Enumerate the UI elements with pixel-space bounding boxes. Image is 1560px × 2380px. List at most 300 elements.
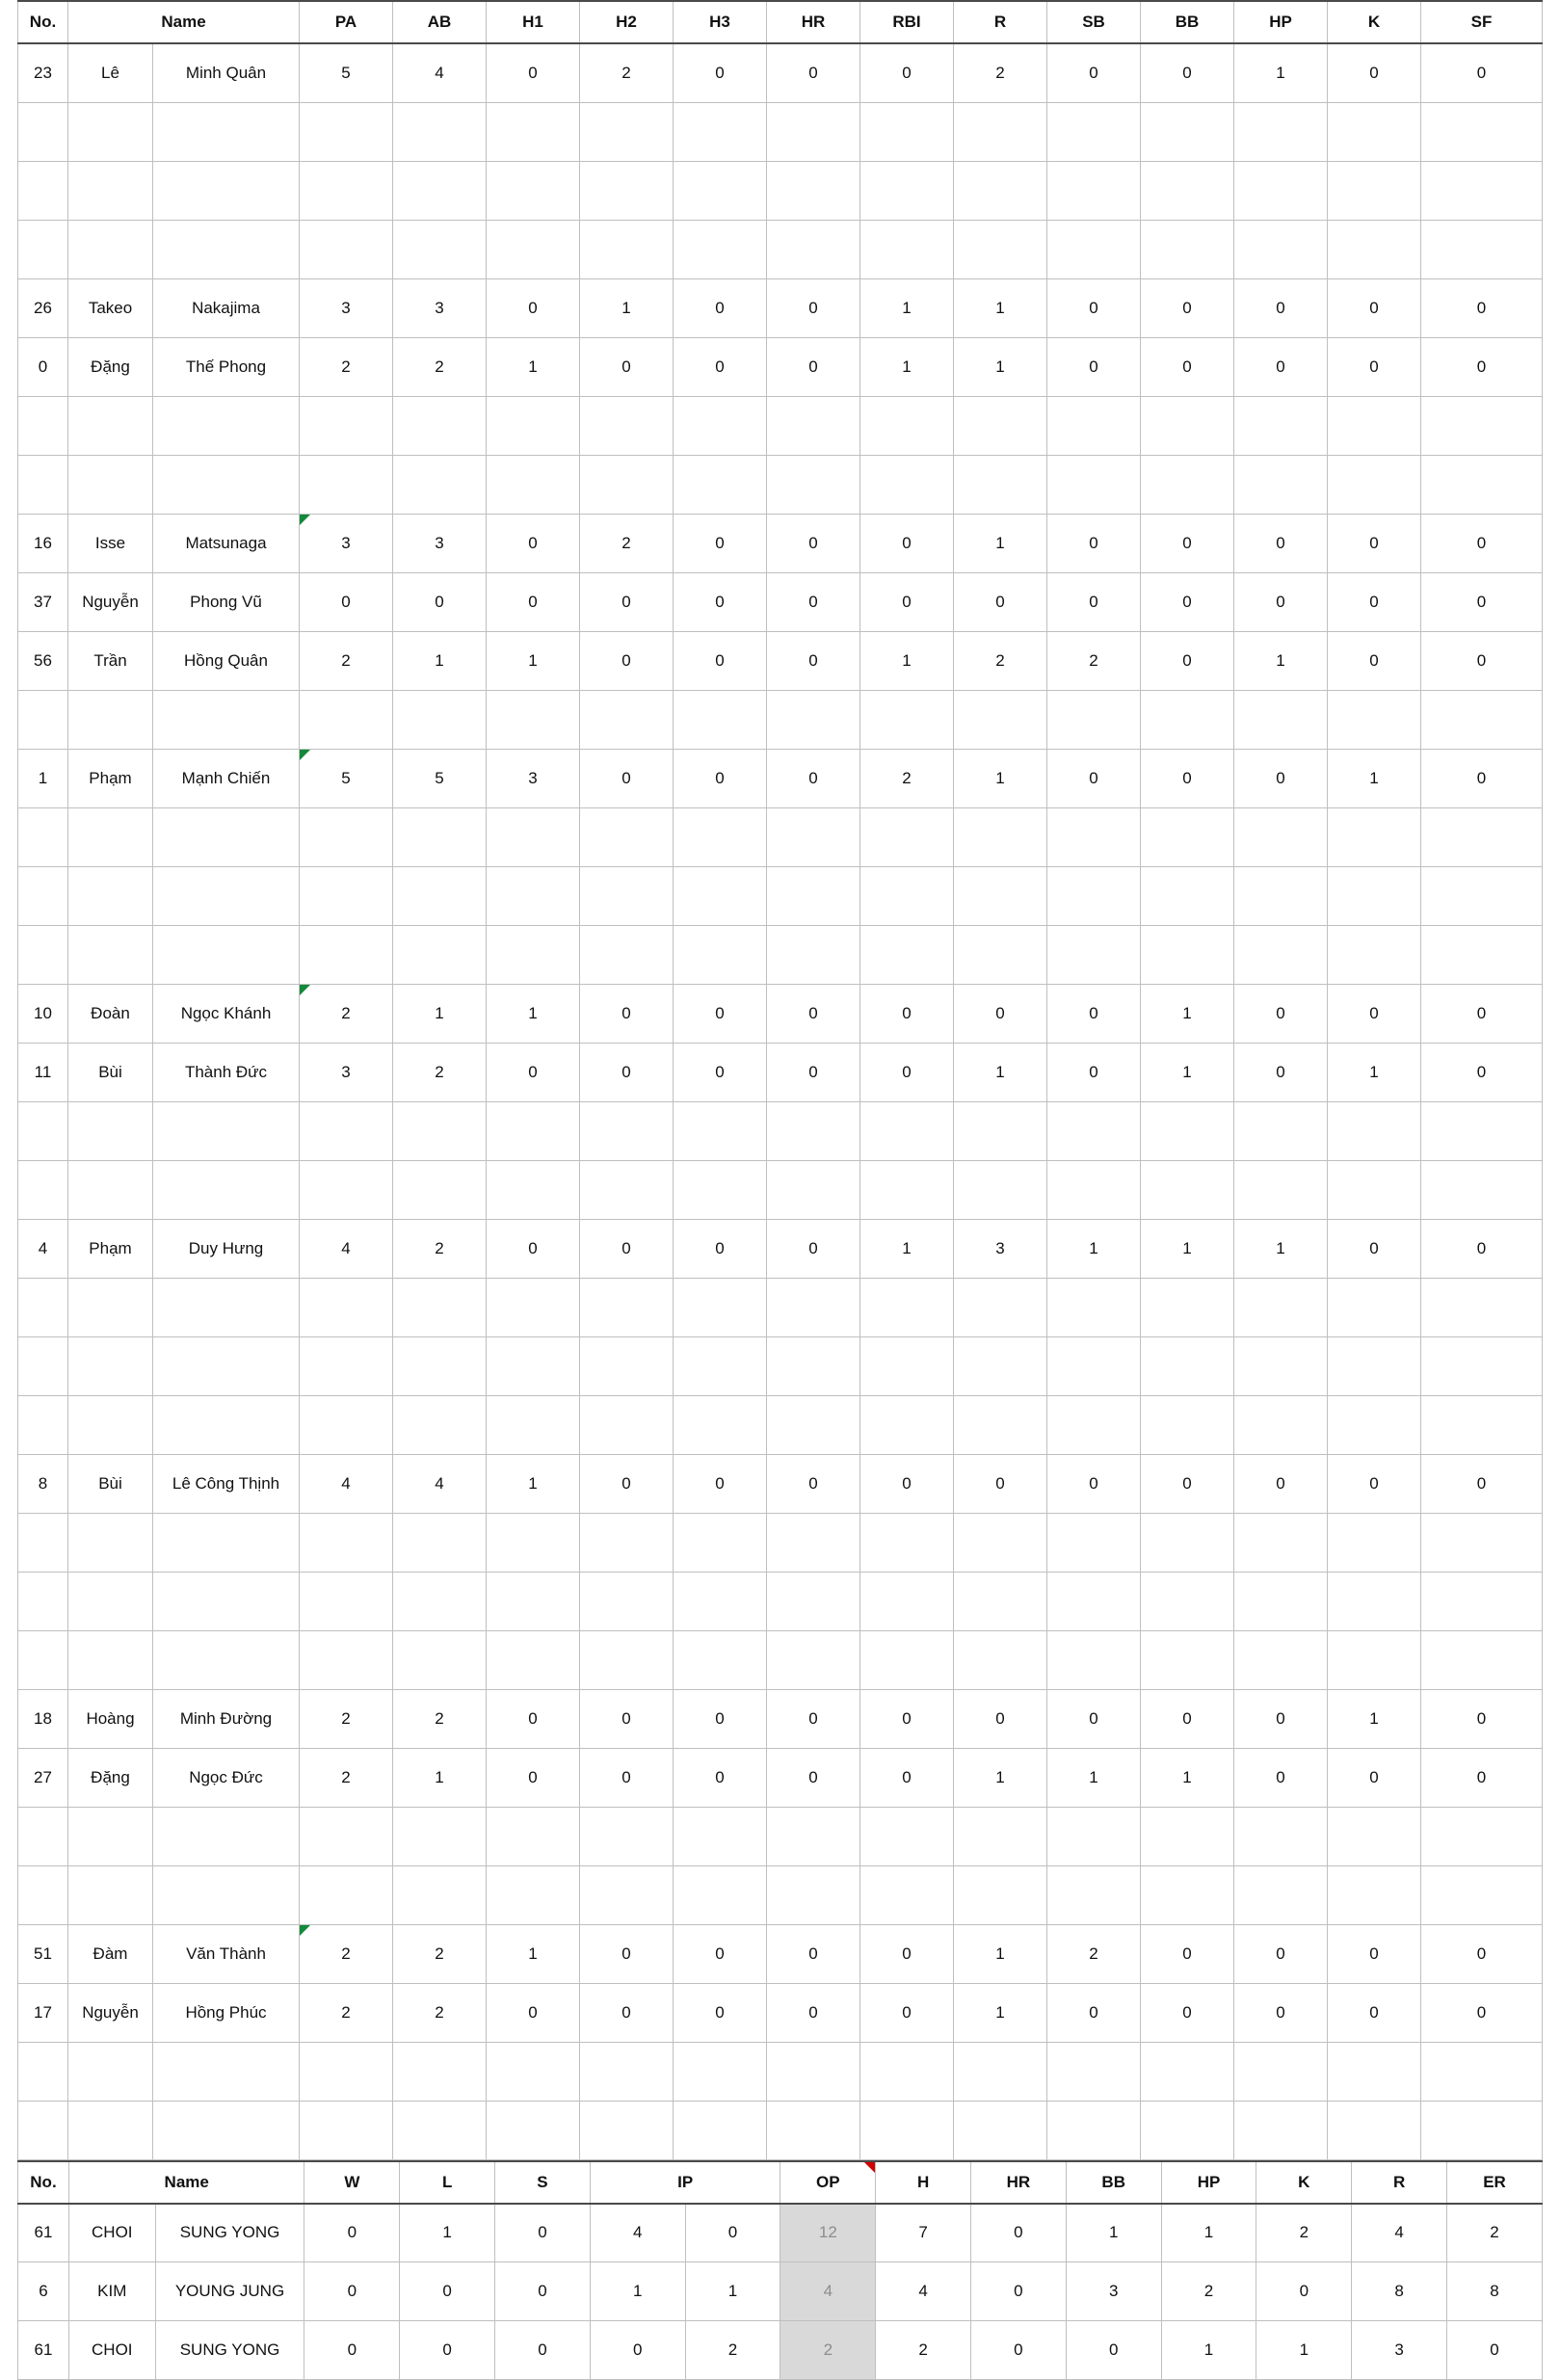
batting-cell-stat: 0 — [767, 1748, 860, 1807]
batting-cell-stat: 0 — [1234, 1983, 1328, 2042]
batting-cell-stat — [860, 220, 954, 278]
batting-cell-lastname: Thế Phong — [153, 337, 300, 396]
pitching-cell-k: 1 — [1256, 2321, 1352, 2380]
batting-cell-stat: 1 — [1141, 1043, 1234, 1101]
batting-cell-stat: 0 — [1047, 984, 1141, 1043]
batting-cell-stat: 0 — [1234, 572, 1328, 631]
batting-cell-stat — [1047, 1630, 1141, 1689]
batting-cell-no — [18, 1395, 68, 1454]
batting-header-ab: AB — [393, 1, 487, 43]
batting-cell-stat — [860, 1513, 954, 1572]
batting-cell-stat — [300, 102, 393, 161]
table-row — [18, 1395, 1543, 1454]
batting-cell-stat: 0 — [487, 514, 580, 572]
batting-cell-stat — [1421, 1630, 1543, 1689]
batting-cell-stat — [300, 1278, 393, 1336]
batting-cell-firstname — [68, 1395, 153, 1454]
table-row — [18, 161, 1543, 220]
batting-cell-stat: 0 — [674, 1924, 767, 1983]
batting-cell-stat: 0 — [300, 572, 393, 631]
batting-cell-stat — [393, 1865, 487, 1924]
batting-cell-stat: 0 — [674, 278, 767, 337]
batting-cell-firstname: Đặng — [68, 1748, 153, 1807]
batting-cell-stat — [1234, 1160, 1328, 1219]
batting-cell-stat — [1141, 102, 1234, 161]
batting-cell-stat: 3 — [300, 278, 393, 337]
batting-cell-stat — [1421, 102, 1543, 161]
batting-cell-stat — [954, 455, 1047, 514]
batting-cell-stat: 0 — [674, 1983, 767, 2042]
batting-cell-stat: 1 — [954, 749, 1047, 807]
batting-cell-stat: 1 — [1328, 1043, 1421, 1101]
pitching-header-hr: HR — [971, 2161, 1067, 2204]
batting-cell-stat — [1234, 1865, 1328, 1924]
batting-cell-stat: 1 — [1047, 1748, 1141, 1807]
batting-cell-stat — [1234, 925, 1328, 984]
batting-cell-stat — [1421, 807, 1543, 866]
batting-cell-stat: 2 — [954, 631, 1047, 690]
batting-cell-stat — [393, 866, 487, 925]
batting-cell-stat — [580, 1395, 674, 1454]
batting-cell-stat — [300, 866, 393, 925]
batting-cell-stat: 2 — [300, 1689, 393, 1748]
batting-cell-stat — [954, 807, 1047, 866]
batting-cell-stat: 0 — [1234, 337, 1328, 396]
batting-cell-stat: 0 — [487, 572, 580, 631]
pitching-header-l: L — [400, 2161, 495, 2204]
batting-header-k: K — [1328, 1, 1421, 43]
batting-cell-stat — [580, 690, 674, 749]
batting-header-h1: H1 — [487, 1, 580, 43]
batting-cell-lastname — [153, 455, 300, 514]
batting-cell-stat — [580, 2042, 674, 2101]
batting-cell-stat — [487, 1572, 580, 1630]
batting-cell-stat — [487, 1807, 580, 1865]
batting-cell-stat — [1328, 1513, 1421, 1572]
table-row — [18, 1160, 1543, 1219]
batting-cell-stat — [767, 690, 860, 749]
batting-cell-stat: 0 — [860, 1983, 954, 2042]
batting-cell-lastname — [153, 1101, 300, 1160]
pitching-cell-bb: 3 — [1066, 2262, 1161, 2321]
batting-cell-stat — [393, 1278, 487, 1336]
batting-cell-stat: 5 — [300, 43, 393, 102]
batting-cell-stat — [1047, 1807, 1141, 1865]
pitching-cell-bb: 1 — [1066, 2204, 1161, 2262]
table-row — [18, 278, 1543, 337]
batting-cell-stat: 0 — [674, 984, 767, 1043]
batting-cell-stat: 0 — [1234, 1043, 1328, 1101]
batting-cell-lastname: Minh Đường — [153, 1689, 300, 1748]
batting-cell-stat: 0 — [860, 43, 954, 102]
batting-cell-firstname: Nguyễn — [68, 1983, 153, 2042]
batting-cell-stat: 1 — [1234, 1219, 1328, 1278]
batting-cell-lastname: Hồng Phúc — [153, 1983, 300, 2042]
batting-cell-lastname: Ngọc Đức — [153, 1748, 300, 1807]
batting-cell-lastname: Mạnh Chiến — [153, 749, 300, 807]
batting-cell-stat: 2 — [1047, 1924, 1141, 1983]
batting-cell-stat — [767, 1807, 860, 1865]
pitching-cell-s: 0 — [495, 2321, 591, 2380]
batting-cell-stat — [393, 1395, 487, 1454]
batting-cell-stat — [1047, 690, 1141, 749]
batting-cell-stat — [1234, 1807, 1328, 1865]
batting-cell-stat: 0 — [1047, 1983, 1141, 2042]
batting-cell-firstname: Nguyễn — [68, 572, 153, 631]
batting-cell-lastname — [153, 220, 300, 278]
table-row — [18, 1807, 1543, 1865]
batting-cell-stat — [1234, 1395, 1328, 1454]
batting-cell-stat — [487, 2101, 580, 2159]
batting-cell-stat — [300, 690, 393, 749]
batting-cell-stat: 3 — [393, 514, 487, 572]
batting-cell-firstname — [68, 455, 153, 514]
batting-cell-stat: 0 — [1141, 749, 1234, 807]
batting-cell-stat — [1141, 1101, 1234, 1160]
batting-cell-firstname: Takeo — [68, 278, 153, 337]
batting-cell-stat: 1 — [954, 1924, 1047, 1983]
pitching-body — [18, 2204, 1543, 2380]
batting-cell-stat — [1234, 1513, 1328, 1572]
table-row — [18, 690, 1543, 749]
batting-cell-stat: 0 — [1328, 1983, 1421, 2042]
batting-cell-lastname — [153, 396, 300, 455]
pitching-header-ip: IP — [590, 2161, 780, 2204]
batting-cell-stat: 2 — [393, 1689, 487, 1748]
batting-cell-stat: 1 — [954, 514, 1047, 572]
batting-cell-stat: 1 — [1141, 1219, 1234, 1278]
batting-cell-stat — [393, 1630, 487, 1689]
batting-cell-stat — [1421, 396, 1543, 455]
batting-cell-stat: 0 — [1421, 1983, 1543, 2042]
batting-cell-stat: 0 — [767, 1924, 860, 1983]
batting-cell-stat: 2 — [393, 1219, 487, 1278]
batting-cell-stat: 0 — [1141, 337, 1234, 396]
batting-cell-stat — [860, 807, 954, 866]
batting-cell-no — [18, 1101, 68, 1160]
batting-cell-stat — [1047, 2042, 1141, 2101]
batting-cell-stat — [300, 1395, 393, 1454]
batting-cell-stat: 0 — [1234, 984, 1328, 1043]
batting-cell-stat: 0 — [954, 1689, 1047, 1748]
batting-cell-stat — [300, 1865, 393, 1924]
pitching-header-k: K — [1256, 2161, 1352, 2204]
batting-cell-no: 17 — [18, 1983, 68, 2042]
batting-cell-stat: 0 — [487, 1219, 580, 1278]
batting-cell-stat: 0 — [1047, 1689, 1141, 1748]
table-row — [18, 749, 1543, 807]
batting-cell-stat — [674, 866, 767, 925]
batting-cell-stat: 2 — [393, 1983, 487, 2042]
batting-cell-stat: 0 — [954, 1454, 1047, 1513]
batting-cell-stat — [1328, 690, 1421, 749]
batting-cell-stat — [674, 2101, 767, 2159]
batting-cell-stat — [1421, 1395, 1543, 1454]
table-row — [18, 2101, 1543, 2159]
batting-cell-stat: 0 — [487, 278, 580, 337]
batting-header-h3: H3 — [674, 1, 767, 43]
batting-cell-stat — [300, 1572, 393, 1630]
batting-cell-stat — [1421, 220, 1543, 278]
table-row — [18, 1630, 1543, 1689]
batting-cell-stat — [767, 1336, 860, 1395]
batting-cell-stat: 1 — [393, 631, 487, 690]
batting-cell-stat: 0 — [1421, 631, 1543, 690]
batting-cell-stat: 0 — [1421, 1043, 1543, 1101]
batting-cell-firstname — [68, 2101, 153, 2159]
pitching-cell-op: 4 — [780, 2262, 876, 2321]
batting-cell-stat — [1047, 866, 1141, 925]
batting-cell-stat — [1328, 1278, 1421, 1336]
batting-cell-stat — [767, 220, 860, 278]
batting-cell-stat — [1047, 807, 1141, 866]
batting-cell-stat — [674, 1278, 767, 1336]
batting-cell-stat: 0 — [1328, 43, 1421, 102]
batting-cell-stat: 1 — [954, 1748, 1047, 1807]
batting-cell-stat — [300, 455, 393, 514]
batting-cell-stat — [674, 690, 767, 749]
batting-cell-stat — [1421, 1513, 1543, 1572]
batting-cell-stat — [393, 690, 487, 749]
batting-cell-stat: 2 — [580, 514, 674, 572]
batting-cell-stat — [1421, 1278, 1543, 1336]
batting-cell-firstname — [68, 1278, 153, 1336]
batting-cell-stat — [860, 690, 954, 749]
batting-cell-stat: 1 — [954, 1983, 1047, 2042]
table-row — [18, 1219, 1543, 1278]
batting-cell-stat: 0 — [580, 1748, 674, 1807]
batting-cell-stat: 0 — [1047, 1454, 1141, 1513]
table-row — [18, 1454, 1543, 1513]
batting-cell-stat — [1421, 1160, 1543, 1219]
batting-cell-no: 10 — [18, 984, 68, 1043]
batting-cell-stat — [860, 1572, 954, 1630]
pitching-cell-op: 12 — [780, 2204, 876, 2262]
pitching-cell-ip-frac: 1 — [685, 2262, 780, 2321]
batting-cell-stat — [1328, 1807, 1421, 1865]
batting-cell-no — [18, 2101, 68, 2159]
batting-cell-stat — [1047, 161, 1141, 220]
pitching-cell-er: 0 — [1447, 2321, 1543, 2380]
table-row — [18, 572, 1543, 631]
batting-cell-stat — [674, 396, 767, 455]
batting-cell-stat — [954, 690, 1047, 749]
batting-cell-lastname — [153, 1630, 300, 1689]
batting-cell-stat: 0 — [1328, 1748, 1421, 1807]
pitching-cell-l: 0 — [400, 2262, 495, 2321]
batting-cell-stat: 0 — [1234, 749, 1328, 807]
pitching-cell-k: 0 — [1256, 2262, 1352, 2321]
batting-cell-stat — [487, 1101, 580, 1160]
batting-cell-stat: 0 — [1141, 631, 1234, 690]
batting-header-row — [18, 1, 1543, 43]
batting-cell-stat: 0 — [1234, 1454, 1328, 1513]
pitching-cell-firstname: CHOI — [68, 2321, 155, 2380]
batting-cell-no: 37 — [18, 572, 68, 631]
batting-cell-no: 16 — [18, 514, 68, 572]
batting-cell-stat: 0 — [1234, 1924, 1328, 1983]
batting-cell-stat: 2 — [580, 43, 674, 102]
batting-cell-stat: 0 — [580, 631, 674, 690]
batting-cell-stat — [767, 1865, 860, 1924]
batting-cell-stat — [860, 2101, 954, 2159]
batting-cell-stat: 1 — [580, 278, 674, 337]
batting-cell-stat — [1234, 1336, 1328, 1395]
batting-cell-stat — [1234, 1278, 1328, 1336]
batting-cell-stat — [1421, 925, 1543, 984]
batting-cell-no: 18 — [18, 1689, 68, 1748]
batting-cell-stat — [1047, 2101, 1141, 2159]
batting-cell-stat: 0 — [1328, 984, 1421, 1043]
batting-cell-stat — [1421, 1101, 1543, 1160]
batting-cell-stat — [1328, 1160, 1421, 1219]
batting-cell-stat — [487, 161, 580, 220]
batting-cell-stat — [1047, 1336, 1141, 1395]
batting-cell-stat: 1 — [1141, 1748, 1234, 1807]
batting-cell-lastname — [153, 102, 300, 161]
batting-cell-stat: 0 — [580, 1689, 674, 1748]
pitching-cell-no: 61 — [18, 2321, 69, 2380]
table-row — [18, 1748, 1543, 1807]
batting-cell-firstname: Đoàn — [68, 984, 153, 1043]
batting-cell-firstname — [68, 925, 153, 984]
batting-cell-stat: 0 — [954, 572, 1047, 631]
batting-cell-stat: 1 — [393, 984, 487, 1043]
pitching-cell-s: 0 — [495, 2204, 591, 2262]
batting-cell-stat: 0 — [674, 572, 767, 631]
batting-cell-stat — [954, 396, 1047, 455]
batting-cell-stat: 0 — [580, 1043, 674, 1101]
pitching-header-no: No. — [18, 2161, 69, 2204]
batting-cell-stat — [954, 1513, 1047, 1572]
batting-cell-stat — [954, 1101, 1047, 1160]
batting-cell-stat — [1141, 925, 1234, 984]
batting-cell-stat: 0 — [1234, 514, 1328, 572]
batting-cell-stat — [487, 807, 580, 866]
batting-cell-no — [18, 1865, 68, 1924]
batting-cell-stat: 0 — [487, 1043, 580, 1101]
batting-cell-lastname — [153, 1278, 300, 1336]
batting-cell-stat — [1421, 690, 1543, 749]
batting-cell-stat: 0 — [674, 749, 767, 807]
batting-cell-stat — [393, 1336, 487, 1395]
batting-cell-stat — [393, 455, 487, 514]
batting-cell-stat: 2 — [860, 749, 954, 807]
table-row — [18, 866, 1543, 925]
batting-cell-firstname — [68, 1336, 153, 1395]
table-row — [18, 1572, 1543, 1630]
pitching-header-bb: BB — [1066, 2161, 1161, 2204]
batting-cell-stat: 0 — [1047, 43, 1141, 102]
batting-cell-stat — [393, 2101, 487, 2159]
batting-cell-stat — [674, 1572, 767, 1630]
batting-cell-lastname — [153, 866, 300, 925]
batting-cell-stat: 0 — [767, 749, 860, 807]
batting-cell-firstname — [68, 1630, 153, 1689]
batting-cell-stat — [1328, 1101, 1421, 1160]
pitching-header-hp: HP — [1161, 2161, 1256, 2204]
table-row — [18, 1513, 1543, 1572]
batting-cell-stat — [1141, 690, 1234, 749]
batting-cell-stat: 0 — [1421, 43, 1543, 102]
batting-cell-stat — [860, 396, 954, 455]
batting-cell-stat — [300, 1101, 393, 1160]
batting-cell-stat: 0 — [767, 572, 860, 631]
batting-cell-stat: 0 — [580, 1454, 674, 1513]
batting-cell-stat — [300, 396, 393, 455]
batting-cell-firstname: Đàm — [68, 1924, 153, 1983]
batting-cell-firstname — [68, 1160, 153, 1219]
batting-cell-stat — [1234, 807, 1328, 866]
batting-cell-stat — [580, 1278, 674, 1336]
batting-cell-stat: 0 — [1141, 572, 1234, 631]
pitching-cell-er: 2 — [1447, 2204, 1543, 2262]
pitching-cell-ip-whole: 4 — [590, 2204, 685, 2262]
batting-cell-stat — [300, 2101, 393, 2159]
batting-cell-stat — [487, 1630, 580, 1689]
batting-cell-stat — [860, 1865, 954, 1924]
batting-cell-stat — [954, 1395, 1047, 1454]
batting-cell-stat — [674, 807, 767, 866]
batting-cell-stat — [767, 1278, 860, 1336]
batting-cell-stat: 0 — [674, 1454, 767, 1513]
batting-cell-stat: 0 — [860, 1043, 954, 1101]
batting-cell-stat — [674, 1807, 767, 1865]
batting-cell-stat: 2 — [300, 631, 393, 690]
batting-cell-stat — [767, 1101, 860, 1160]
batting-cell-stat — [580, 1807, 674, 1865]
batting-cell-stat: 1 — [487, 631, 580, 690]
batting-cell-stat — [1234, 161, 1328, 220]
batting-cell-stat: 3 — [300, 1043, 393, 1101]
batting-cell-stat — [767, 866, 860, 925]
batting-cell-stat: 2 — [300, 1983, 393, 2042]
batting-cell-stat — [580, 866, 674, 925]
pitching-cell-no: 6 — [18, 2262, 69, 2321]
batting-cell-stat: 2 — [954, 43, 1047, 102]
batting-cell-stat — [1234, 2101, 1328, 2159]
pitching-cell-no: 61 — [18, 2204, 69, 2262]
batting-cell-stat: 3 — [954, 1219, 1047, 1278]
batting-cell-firstname: Phạm — [68, 1219, 153, 1278]
batting-cell-firstname — [68, 1572, 153, 1630]
batting-cell-stat: 0 — [580, 984, 674, 1043]
batting-cell-firstname: Isse — [68, 514, 153, 572]
pitching-cell-r: 8 — [1352, 2262, 1447, 2321]
batting-cell-lastname — [153, 1160, 300, 1219]
batting-cell-stat: 0 — [674, 1689, 767, 1748]
batting-cell-no — [18, 690, 68, 749]
batting-cell-lastname: Duy Hưng — [153, 1219, 300, 1278]
batting-cell-stat: 2 — [393, 337, 487, 396]
batting-cell-stat — [674, 455, 767, 514]
batting-cell-stat — [767, 455, 860, 514]
pitching-cell-h: 4 — [876, 2262, 971, 2321]
batting-cell-stat — [860, 161, 954, 220]
batting-cell-stat — [1047, 1101, 1141, 1160]
batting-cell-stat: 0 — [860, 984, 954, 1043]
batting-cell-stat: 0 — [1047, 1043, 1141, 1101]
batting-cell-no — [18, 1336, 68, 1395]
batting-cell-stat — [487, 220, 580, 278]
batting-cell-firstname — [68, 2042, 153, 2101]
batting-cell-stat — [674, 1336, 767, 1395]
batting-cell-stat — [580, 455, 674, 514]
batting-cell-stat — [860, 1630, 954, 1689]
batting-cell-stat: 0 — [674, 1043, 767, 1101]
pitching-header-op: OP — [780, 2161, 876, 2204]
batting-cell-stat — [1141, 1572, 1234, 1630]
